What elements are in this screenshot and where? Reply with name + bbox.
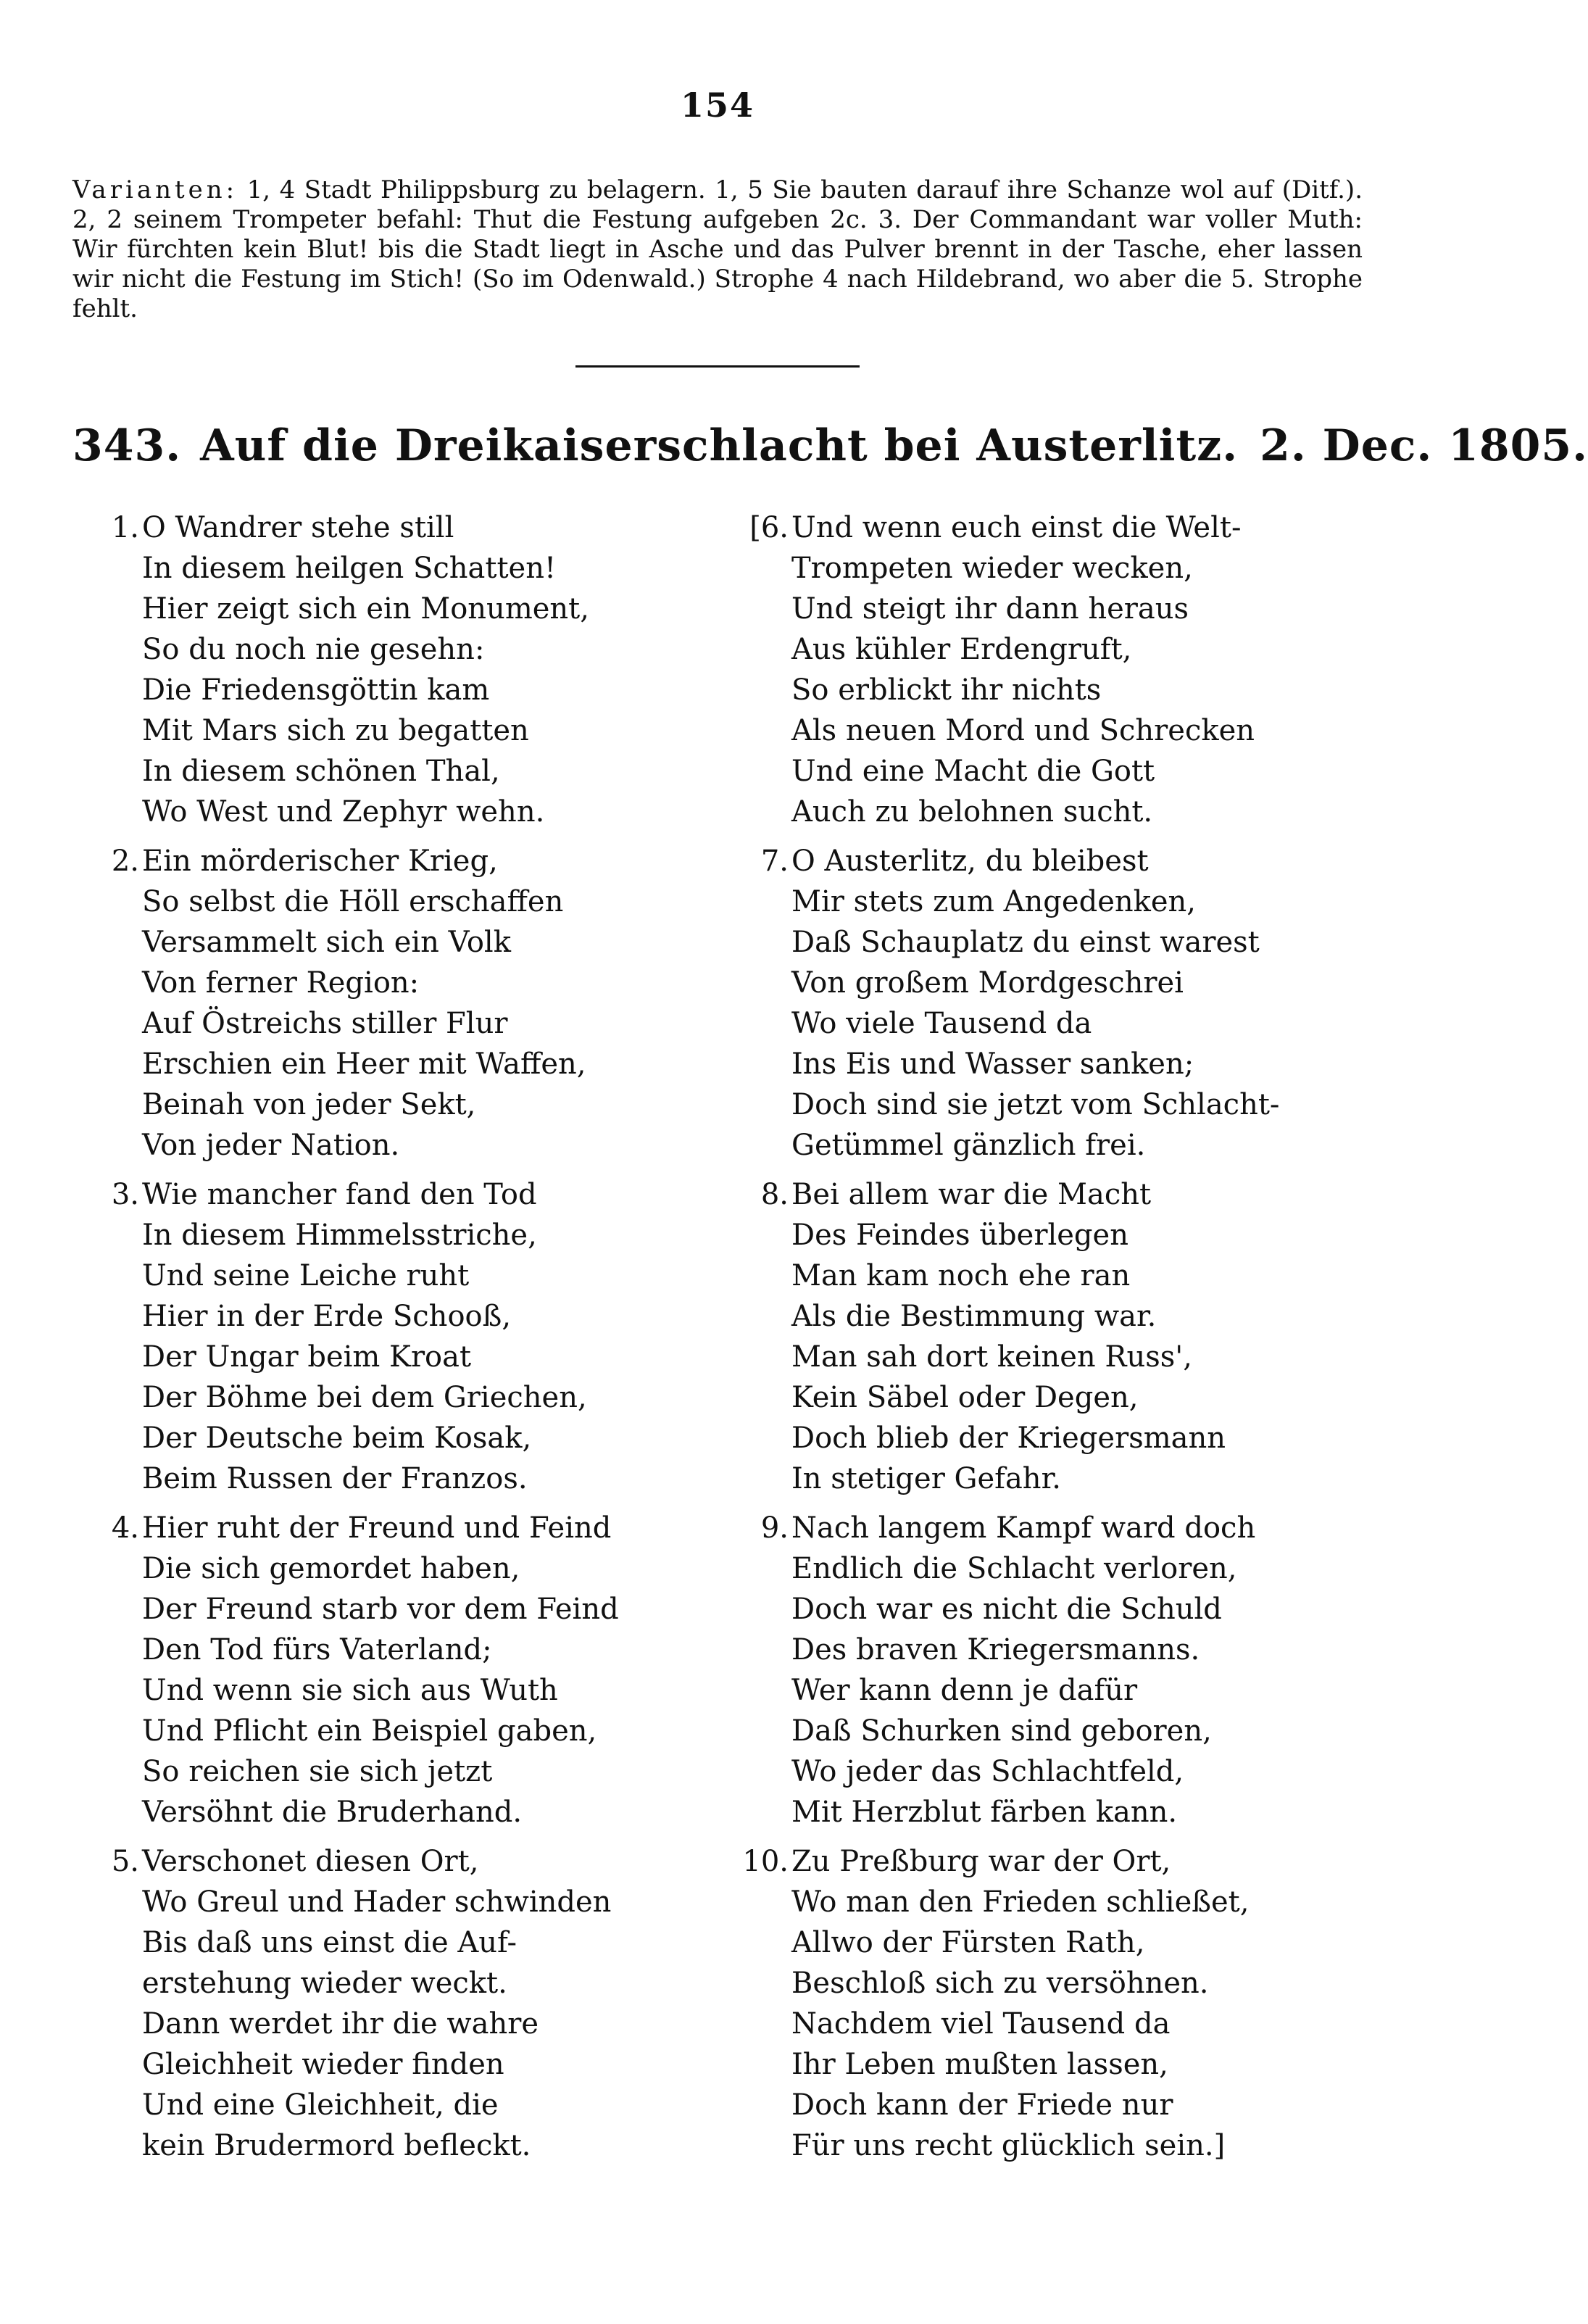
verse-line: Daß Schurken sind geboren,: [791, 1714, 1212, 1748]
verse-line: Von ferner Region:: [142, 966, 420, 1000]
verse-line: Wo Greul und Hader schwinden: [142, 1885, 612, 1919]
variants-note: [72, 175, 1363, 324]
verse-line: So du noch nie gesehn:: [142, 633, 485, 666]
verse-line: Hier ruht der Freund und Feind: [142, 1511, 612, 1545]
verse-line: Der Freund starb vor dem Feind: [142, 1593, 619, 1626]
verse-line: Der Böhme bei dem Griechen,: [142, 1381, 587, 1414]
verse-line: Von jeder Nation.: [142, 1129, 400, 1162]
verse-line: Wie mancher fand den Tod: [142, 1178, 537, 1211]
stanza-lines: [791, 507, 1255, 832]
verse-line: Des braven Kriegersmanns.: [791, 1633, 1200, 1667]
verse-line: Und wenn sie sich aus Wuth: [142, 1674, 558, 1707]
verse-line: Doch war es nicht die Schuld: [791, 1593, 1222, 1626]
stanza: [725, 1508, 1363, 1841]
stanza-number: [6.: [749, 511, 789, 544]
stanza-lines: [791, 1508, 1255, 1833]
verse-line: In stetiger Gefahr.: [791, 1462, 1062, 1495]
variants-text: 1, 4 Stadt Philippsburg zu belagern. 1, 5 Sie bauten darauf ihre Schanze wol auf (Ditf.). 2, 2 seinem Trompeter befahl: Thut die Festung aufgeben 2c. 3. Der Commandant war voller Muth: Wir fürchten kein Blut! bis die Stadt liegt in Asche und das Pulver brennt in der Tasche, eher lassen wir nicht die Festung im Stich! (So im Odenwald.) Strophe 4 nach Hildebrand, wo aber die 5. Strophe fehlt.: [72, 175, 1363, 323]
stanza-lines: [791, 1841, 1249, 2166]
stanza: [75, 1508, 684, 1841]
stanza-lines: [791, 1174, 1226, 1499]
section-divider: [575, 365, 860, 368]
verse-line: Als neuen Mord und Schrecken: [791, 714, 1255, 747]
verse-line: Und eine Macht die Gott: [791, 755, 1155, 788]
verse-line: O Austerlitz, du bleibest: [791, 844, 1149, 878]
stanza-lines: [142, 1508, 619, 1833]
verse-line: Kein Säbel oder Degen,: [791, 1381, 1139, 1414]
verse-line: Zu Preßburg war der Ort,: [791, 1845, 1171, 1878]
verse-line: Erschien ein Heer mit Waffen,: [142, 1047, 586, 1081]
verse-line: Dann werdet ihr die wahre: [142, 2007, 539, 2041]
variants-label: Varianten:: [72, 175, 238, 204]
verse-line: Der Deutsche beim Kosak,: [142, 1422, 532, 1455]
verse-line: Aus kühler Erdengruft,: [791, 633, 1132, 666]
verse-line: kein Brudermord befleckt.: [142, 2129, 531, 2162]
page-number: 154: [680, 86, 755, 125]
verse-line: erstehung wieder weckt.: [142, 1967, 507, 2000]
verse-line: Nach langem Kampf ward doch: [791, 1511, 1256, 1545]
stanza: [725, 1841, 1363, 2175]
verse-line: Wo man den Frieden schließet,: [791, 1885, 1250, 1919]
verse-line: Wo viele Tausend da: [791, 1007, 1092, 1040]
verse-line: Mit Herzblut färben kann.: [791, 1796, 1178, 1829]
verse-line: Ins Eis und Wasser sanken;: [791, 1047, 1194, 1081]
verse-line: Verschonet diesen Ort,: [142, 1845, 479, 1878]
verse-line: Ihr Leben mußten lassen,: [791, 2048, 1168, 2081]
verse-line: So erblickt ihr nichts: [791, 673, 1102, 707]
stanza-number: 5.: [111, 1845, 139, 1878]
verse-line: Wo jeder das Schlachtfeld,: [791, 1755, 1184, 1788]
verse-line: Beim Russen der Franzos.: [142, 1462, 528, 1495]
verse-line: Hier in der Erde Schooß,: [142, 1300, 512, 1333]
verse-line: Bei allem war die Macht: [791, 1178, 1152, 1211]
verse-line: Als die Bestimmung war.: [791, 1300, 1157, 1333]
verse-line: Getümmel gänzlich frei.: [791, 1129, 1146, 1162]
verse-line: In diesem heilgen Schatten!: [142, 552, 557, 585]
verse-line: Versöhnt die Bruderhand.: [142, 1796, 523, 1829]
verse-line: Beinah von jeder Sekt,: [142, 1088, 476, 1121]
stanza-lines: [791, 841, 1279, 1166]
verse-line: Auf Östreichs stiller Flur: [142, 1007, 508, 1040]
verse-line: Und eine Gleichheit, die: [142, 2088, 499, 2122]
stanza: [725, 1174, 1363, 1508]
verse-line: Die sich gemordet haben,: [142, 1552, 520, 1585]
verse-line: In diesem schönen Thal,: [142, 755, 500, 788]
left-column: [75, 507, 684, 2175]
stanza: [75, 841, 684, 1174]
verse-line: Die Friedensgöttin kam: [142, 673, 490, 707]
stanza: [725, 507, 1363, 841]
verse-line: Den Tod fürs Vaterland;: [142, 1633, 492, 1667]
stanza-number: 3.: [111, 1178, 139, 1211]
verse-line: Trompeten wieder wecken,: [791, 552, 1193, 585]
stanza-number: 4.: [111, 1511, 139, 1545]
verse-line: Doch sind sie jetzt vom Schlacht-: [791, 1088, 1280, 1121]
stanza-number: 2.: [111, 844, 139, 878]
verse-line: Des Feindes überlegen: [791, 1219, 1128, 1252]
verse-line: Mit Mars sich zu begatten: [142, 714, 529, 747]
verse-line: Wo West und Zephyr wehn.: [142, 795, 545, 829]
verse-line: Versammelt sich ein Volk: [142, 926, 511, 959]
verse-line: Allwo der Fürsten Rath,: [791, 1926, 1145, 1959]
stanza-lines: [142, 841, 586, 1166]
verse-line: Man kam noch ehe ran: [791, 1259, 1131, 1292]
verse-line: Für uns recht glücklich sein.]: [791, 2129, 1226, 2162]
verse-line: Und Pflicht ein Beispiel gaben,: [142, 1714, 597, 1748]
verse-line: Der Ungar beim Kroat: [142, 1340, 472, 1374]
stanza: [75, 1841, 684, 2175]
stanza-number: 9.: [760, 1511, 789, 1545]
verse-line: O Wandrer stehe still: [142, 511, 454, 544]
verse-line: So reichen sie sich jetzt: [142, 1755, 493, 1788]
song-heading: [72, 420, 1588, 471]
stanza-number: 1.: [111, 511, 139, 544]
stanza-lines: [142, 1841, 611, 2166]
verse-line: Und seine Leiche ruht: [142, 1259, 470, 1292]
verse-line: Und steigt ihr dann heraus: [791, 592, 1189, 626]
stanza: [725, 841, 1363, 1174]
stanza-number: 7.: [760, 844, 789, 878]
stanza-number: 8.: [760, 1178, 789, 1211]
verse-line: Auch zu belohnen sucht.: [791, 795, 1153, 829]
verse-line: Doch kann der Friede nur: [791, 2088, 1173, 2122]
stanza: [75, 1174, 684, 1508]
song-number: 343.: [72, 420, 182, 471]
verse-line: Endlich die Schlacht verloren,: [791, 1552, 1237, 1585]
verse-line: Beschloß sich zu versöhnen.: [791, 1967, 1209, 2000]
song-title: Auf die Dreikaiserschlacht bei Austerlitz.: [200, 420, 1239, 471]
song-date: 2. Dec. 1805.: [1260, 420, 1588, 471]
verse-line: So selbst die Höll erschaffen: [142, 885, 564, 918]
stanza: [75, 507, 684, 841]
verse-line: Wer kann denn je dafür: [791, 1674, 1138, 1707]
verse-line: Gleichheit wieder finden: [142, 2048, 504, 2081]
verse-line: Von großem Mordgeschrei: [791, 966, 1184, 1000]
stanza-lines: [142, 507, 589, 832]
stanza-number: 10.: [742, 1845, 789, 1878]
verse-line: Doch blieb der Kriegersmann: [791, 1422, 1226, 1455]
verse-line: Nachdem viel Tausend da: [791, 2007, 1171, 2041]
verse-line: In diesem Himmelsstriche,: [142, 1219, 537, 1252]
verse-line: Ein mörderischer Krieg,: [142, 844, 498, 878]
verse-line: Und wenn euch einst die Welt-: [791, 511, 1242, 544]
verse-line: Man sah dort keinen Russ',: [791, 1340, 1192, 1374]
right-column: [725, 507, 1363, 2175]
verse-line: Mir stets zum Angedenken,: [791, 885, 1197, 918]
verse-line: Hier zeigt sich ein Monument,: [142, 592, 589, 626]
verse-line: Bis daß uns einst die Auf-: [142, 1926, 517, 1959]
stanza-lines: [142, 1174, 587, 1499]
verse-line: Daß Schauplatz du einst warest: [791, 926, 1260, 959]
